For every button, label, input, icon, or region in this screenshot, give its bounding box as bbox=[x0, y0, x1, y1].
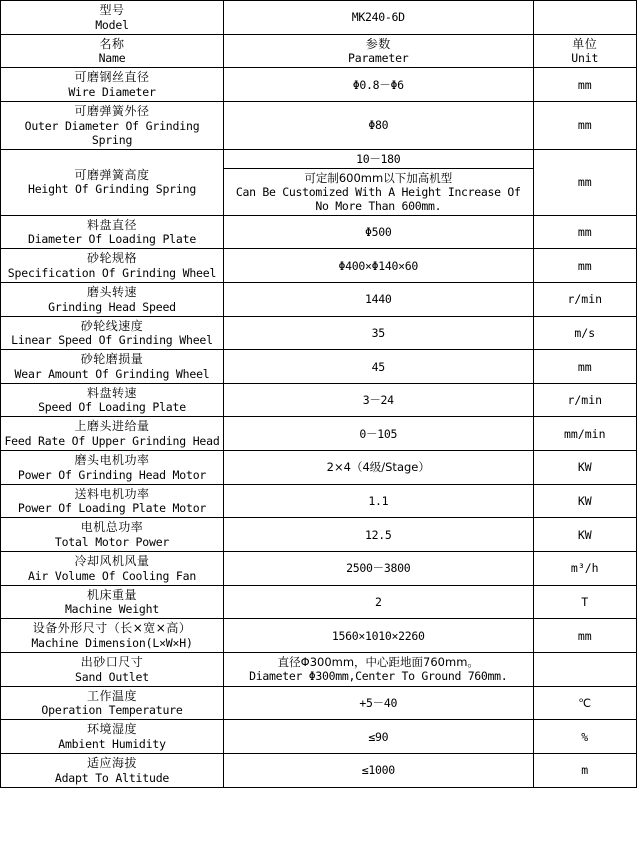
table-row-header bbox=[1, 34, 637, 68]
row-label-en: Wire Diameter bbox=[68, 84, 156, 99]
row-value-cell bbox=[224, 552, 533, 586]
row-value-cell bbox=[224, 484, 533, 518]
row-unit: mm bbox=[577, 224, 592, 239]
row-unit-cell bbox=[533, 686, 637, 720]
table-row bbox=[1, 585, 637, 619]
row-value-note-en: Can Be Customized With A Height Increase Of No More Than 600mm. bbox=[235, 184, 521, 213]
row-label-cell bbox=[1, 585, 224, 619]
row-label-cn: 料盘转速 bbox=[87, 385, 138, 400]
row-unit: % bbox=[581, 729, 589, 744]
row-label-cn: 可磨弹簧高度 bbox=[74, 167, 150, 182]
row-label-en: Machine Weight bbox=[64, 602, 160, 617]
row-unit: mm bbox=[577, 258, 592, 273]
row-value-cell bbox=[224, 451, 533, 485]
column-header-unit bbox=[533, 34, 637, 68]
row-label-cell bbox=[1, 518, 224, 552]
row-value-cell bbox=[224, 585, 533, 619]
row-label-cell bbox=[1, 316, 224, 350]
row-unit-cell bbox=[533, 249, 637, 283]
row-unit: KW bbox=[577, 494, 592, 509]
table-row bbox=[1, 484, 637, 518]
row-unit: mm bbox=[577, 628, 592, 643]
row-value: 35 bbox=[371, 325, 385, 340]
row-label-cn: 出砂口尺寸 bbox=[80, 654, 144, 669]
row-unit: KW bbox=[577, 460, 592, 475]
row-value-cell bbox=[224, 249, 533, 283]
row-value: 45 bbox=[371, 359, 385, 374]
row-label-cn: 环境湿度 bbox=[87, 722, 138, 737]
table-row bbox=[1, 249, 637, 283]
row-label-cn: 砂轮线速度 bbox=[80, 318, 144, 333]
table-row bbox=[1, 518, 637, 552]
row-label-en: Machine Dimension(L×W×H) bbox=[31, 635, 193, 650]
column-header-name-en: Name bbox=[98, 51, 126, 66]
row-unit: m bbox=[581, 763, 589, 778]
row-value: +5－40 bbox=[359, 695, 398, 710]
row-unit: mm bbox=[577, 118, 592, 133]
row-value-primary bbox=[224, 150, 532, 169]
row-label-cell bbox=[1, 215, 224, 249]
row-value-cell bbox=[224, 720, 533, 754]
row-unit: m³/h bbox=[570, 561, 599, 576]
row-label-cell bbox=[1, 149, 224, 215]
row-value: Φ0.8－Φ6 bbox=[352, 77, 404, 92]
table-row bbox=[1, 215, 637, 249]
row-label-cn: 料盘直径 bbox=[87, 217, 138, 232]
row-value-en: Diameter Φ300mm,Center To Ground 760mm. bbox=[249, 669, 508, 684]
row-label-en: Air Volume Of Cooling Fan bbox=[27, 568, 197, 583]
row-label-cell bbox=[1, 350, 224, 384]
row-label-cell bbox=[1, 383, 224, 417]
row-unit-cell bbox=[533, 451, 637, 485]
row-unit-cell bbox=[533, 552, 637, 586]
row-label-cn: 磨头转速 bbox=[87, 284, 138, 299]
row-value-note-cn: 可定制600mm以下加高机型 bbox=[304, 170, 453, 185]
row-label-cn: 电机总功率 bbox=[80, 520, 144, 535]
row-unit-cell bbox=[533, 282, 637, 316]
row-label-en: Power Of Grinding Head Motor bbox=[17, 467, 207, 482]
row-unit-cell bbox=[533, 753, 637, 787]
row-label-cn: 适应海拔 bbox=[87, 755, 138, 770]
table-row bbox=[1, 383, 637, 417]
row-label-cell bbox=[1, 249, 224, 283]
row-unit: r/min bbox=[567, 292, 603, 307]
table-row bbox=[1, 417, 637, 451]
row-label-en: Total Motor Power bbox=[54, 535, 170, 550]
row-label-en: Speed Of Loading Plate bbox=[38, 400, 186, 415]
row-value: 2500－3800 bbox=[346, 561, 411, 576]
row-value-cell bbox=[224, 417, 533, 451]
row-label-cn: 设备外形尺寸（长×宽×高） bbox=[32, 621, 192, 636]
row-label-en: Power Of Loading Plate Motor bbox=[17, 501, 207, 516]
column-header-parameter bbox=[224, 34, 533, 68]
row-value: 2×4（4级/Stage） bbox=[326, 460, 430, 475]
row-unit-cell bbox=[533, 350, 637, 384]
column-header-parameter-cn: 参数 bbox=[365, 36, 391, 51]
row-value-cn: 直径Φ300mm，中心距地面760mm。 bbox=[277, 655, 479, 670]
table-row bbox=[1, 451, 637, 485]
row-value: 3－24 bbox=[362, 393, 394, 408]
row-unit-cell bbox=[533, 619, 637, 653]
row-label-en: Ambient Humidity bbox=[58, 736, 166, 751]
row-label-cell bbox=[1, 652, 224, 686]
row-label-en: Diameter Of Loading Plate bbox=[27, 232, 197, 247]
row-label-en: Wear Amount Of Grinding Wheel bbox=[14, 366, 210, 381]
row-unit-cell bbox=[533, 720, 637, 754]
row-label-en: Height Of Grinding Spring bbox=[27, 182, 197, 197]
row-label-cell bbox=[1, 101, 224, 149]
row-unit-cell bbox=[533, 316, 637, 350]
row-unit-cell bbox=[533, 585, 637, 619]
row-label-cn: 型号 bbox=[99, 3, 125, 17]
column-header-unit-cn: 单位 bbox=[572, 36, 598, 51]
table-row bbox=[1, 552, 637, 586]
row-value: ≤1000 bbox=[361, 763, 395, 778]
row-value: 12.5 bbox=[365, 527, 392, 542]
row-unit-cell bbox=[533, 215, 637, 249]
row-value: Φ80 bbox=[368, 118, 389, 133]
row-label-cell bbox=[1, 282, 224, 316]
row-label-cell bbox=[1, 619, 224, 653]
row-unit-cell bbox=[533, 518, 637, 552]
row-label-en: Feed Rate Of Upper Grinding Head bbox=[4, 434, 220, 449]
row-value-cell bbox=[224, 619, 533, 653]
row-value: ≤90 bbox=[368, 729, 389, 744]
row-unit: KW bbox=[577, 527, 592, 542]
row-label-en: Linear Speed Of Grinding Wheel bbox=[11, 333, 213, 348]
table-row bbox=[1, 720, 637, 754]
row-label-en: Sand Outlet bbox=[75, 669, 149, 684]
row-unit: mm/min bbox=[563, 426, 606, 441]
row-label-en: Operation Temperature bbox=[41, 703, 183, 718]
row-unit-cell bbox=[533, 484, 637, 518]
row-label-cn: 工作温度 bbox=[87, 688, 138, 703]
row-value: 0－105 bbox=[359, 426, 398, 441]
row-value-cell bbox=[224, 686, 533, 720]
row-value-cell bbox=[224, 101, 533, 149]
row-label-cn: 上磨头进给量 bbox=[74, 419, 150, 434]
column-header-name-cn: 名称 bbox=[99, 36, 125, 51]
row-label-cn: 磨头电机功率 bbox=[74, 453, 150, 468]
row-label-cn: 冷却风机风量 bbox=[74, 554, 150, 569]
row-value: 1440 bbox=[365, 292, 392, 307]
row-value-cell bbox=[224, 383, 533, 417]
row-unit-cell bbox=[533, 149, 637, 215]
row-unit-cell bbox=[533, 1, 637, 35]
row-unit: mm bbox=[577, 175, 592, 190]
row-unit: mm bbox=[577, 359, 592, 374]
row-label-cell bbox=[1, 417, 224, 451]
row-value: 10－180 bbox=[356, 151, 401, 166]
row-label-cn: 送料电机功率 bbox=[74, 486, 150, 501]
table-row bbox=[1, 68, 637, 102]
table-row bbox=[1, 282, 637, 316]
row-value-cell bbox=[224, 1, 533, 35]
row-unit-cell bbox=[533, 101, 637, 149]
row-unit: mm bbox=[577, 77, 592, 92]
row-label-cn: 可磨弹簧外径 bbox=[74, 103, 150, 118]
row-value-cell bbox=[224, 350, 533, 384]
table-row bbox=[1, 350, 637, 384]
row-label-cn: 砂轮规格 bbox=[87, 251, 138, 266]
row-value-note bbox=[224, 169, 532, 215]
row-label-en: Grinding Head Speed bbox=[48, 299, 176, 314]
row-label-cn: 可磨钢丝直径 bbox=[74, 70, 150, 85]
row-value-cell bbox=[224, 316, 533, 350]
row-unit-cell bbox=[533, 68, 637, 102]
row-value-cell bbox=[224, 149, 533, 215]
row-value: Φ500 bbox=[365, 224, 392, 239]
row-unit-cell bbox=[533, 383, 637, 417]
column-header-parameter-en: Parameter bbox=[348, 51, 409, 66]
table-row bbox=[1, 652, 637, 686]
row-value-cell bbox=[224, 68, 533, 102]
row-value: 2 bbox=[374, 595, 382, 609]
row-value: 1560×1010×2260 bbox=[331, 628, 425, 643]
row-value-cell bbox=[224, 215, 533, 249]
table-row bbox=[1, 101, 637, 149]
row-label-en: Adapt To Altitude bbox=[54, 770, 170, 785]
column-header-unit-en: Unit bbox=[571, 51, 599, 66]
row-label-cell bbox=[1, 68, 224, 102]
row-value-cell bbox=[224, 753, 533, 787]
specification-table-body bbox=[1, 1, 637, 788]
row-unit: m/s bbox=[574, 325, 596, 340]
row-value-cell bbox=[224, 282, 533, 316]
row-label-en: Specification Of Grinding Wheel bbox=[7, 265, 217, 280]
row-label-cell bbox=[1, 686, 224, 720]
row-value: MK240-6D bbox=[351, 10, 405, 25]
row-label-cell bbox=[1, 720, 224, 754]
row-label-cell bbox=[1, 753, 224, 787]
row-label-en: Model bbox=[95, 17, 129, 32]
table-row bbox=[1, 619, 637, 653]
row-label-cell bbox=[1, 484, 224, 518]
column-header-name bbox=[1, 34, 224, 68]
row-label-cn: 机床重量 bbox=[87, 587, 138, 602]
row-unit-cell bbox=[533, 417, 637, 451]
row-label-cn: 砂轮磨损量 bbox=[80, 352, 144, 367]
row-label-cell bbox=[1, 451, 224, 485]
table-row bbox=[1, 149, 637, 215]
row-value-cell bbox=[224, 518, 533, 552]
table-row bbox=[1, 686, 637, 720]
row-value-cell bbox=[224, 652, 533, 686]
table-row bbox=[1, 316, 637, 350]
row-unit: r/min bbox=[567, 393, 603, 408]
row-unit: ℃ bbox=[578, 695, 592, 710]
row-unit-cell bbox=[533, 652, 637, 686]
row-label-cell bbox=[1, 552, 224, 586]
table-row bbox=[1, 753, 637, 787]
row-unit: T bbox=[581, 595, 589, 609]
table-row-model bbox=[1, 1, 637, 35]
row-label-en: Outer Diameter Of Grinding Spring bbox=[24, 118, 200, 147]
row-value: 1.1 bbox=[368, 494, 389, 509]
row-value: Φ400×Φ140×60 bbox=[338, 258, 419, 273]
row-label-cell bbox=[1, 1, 224, 35]
